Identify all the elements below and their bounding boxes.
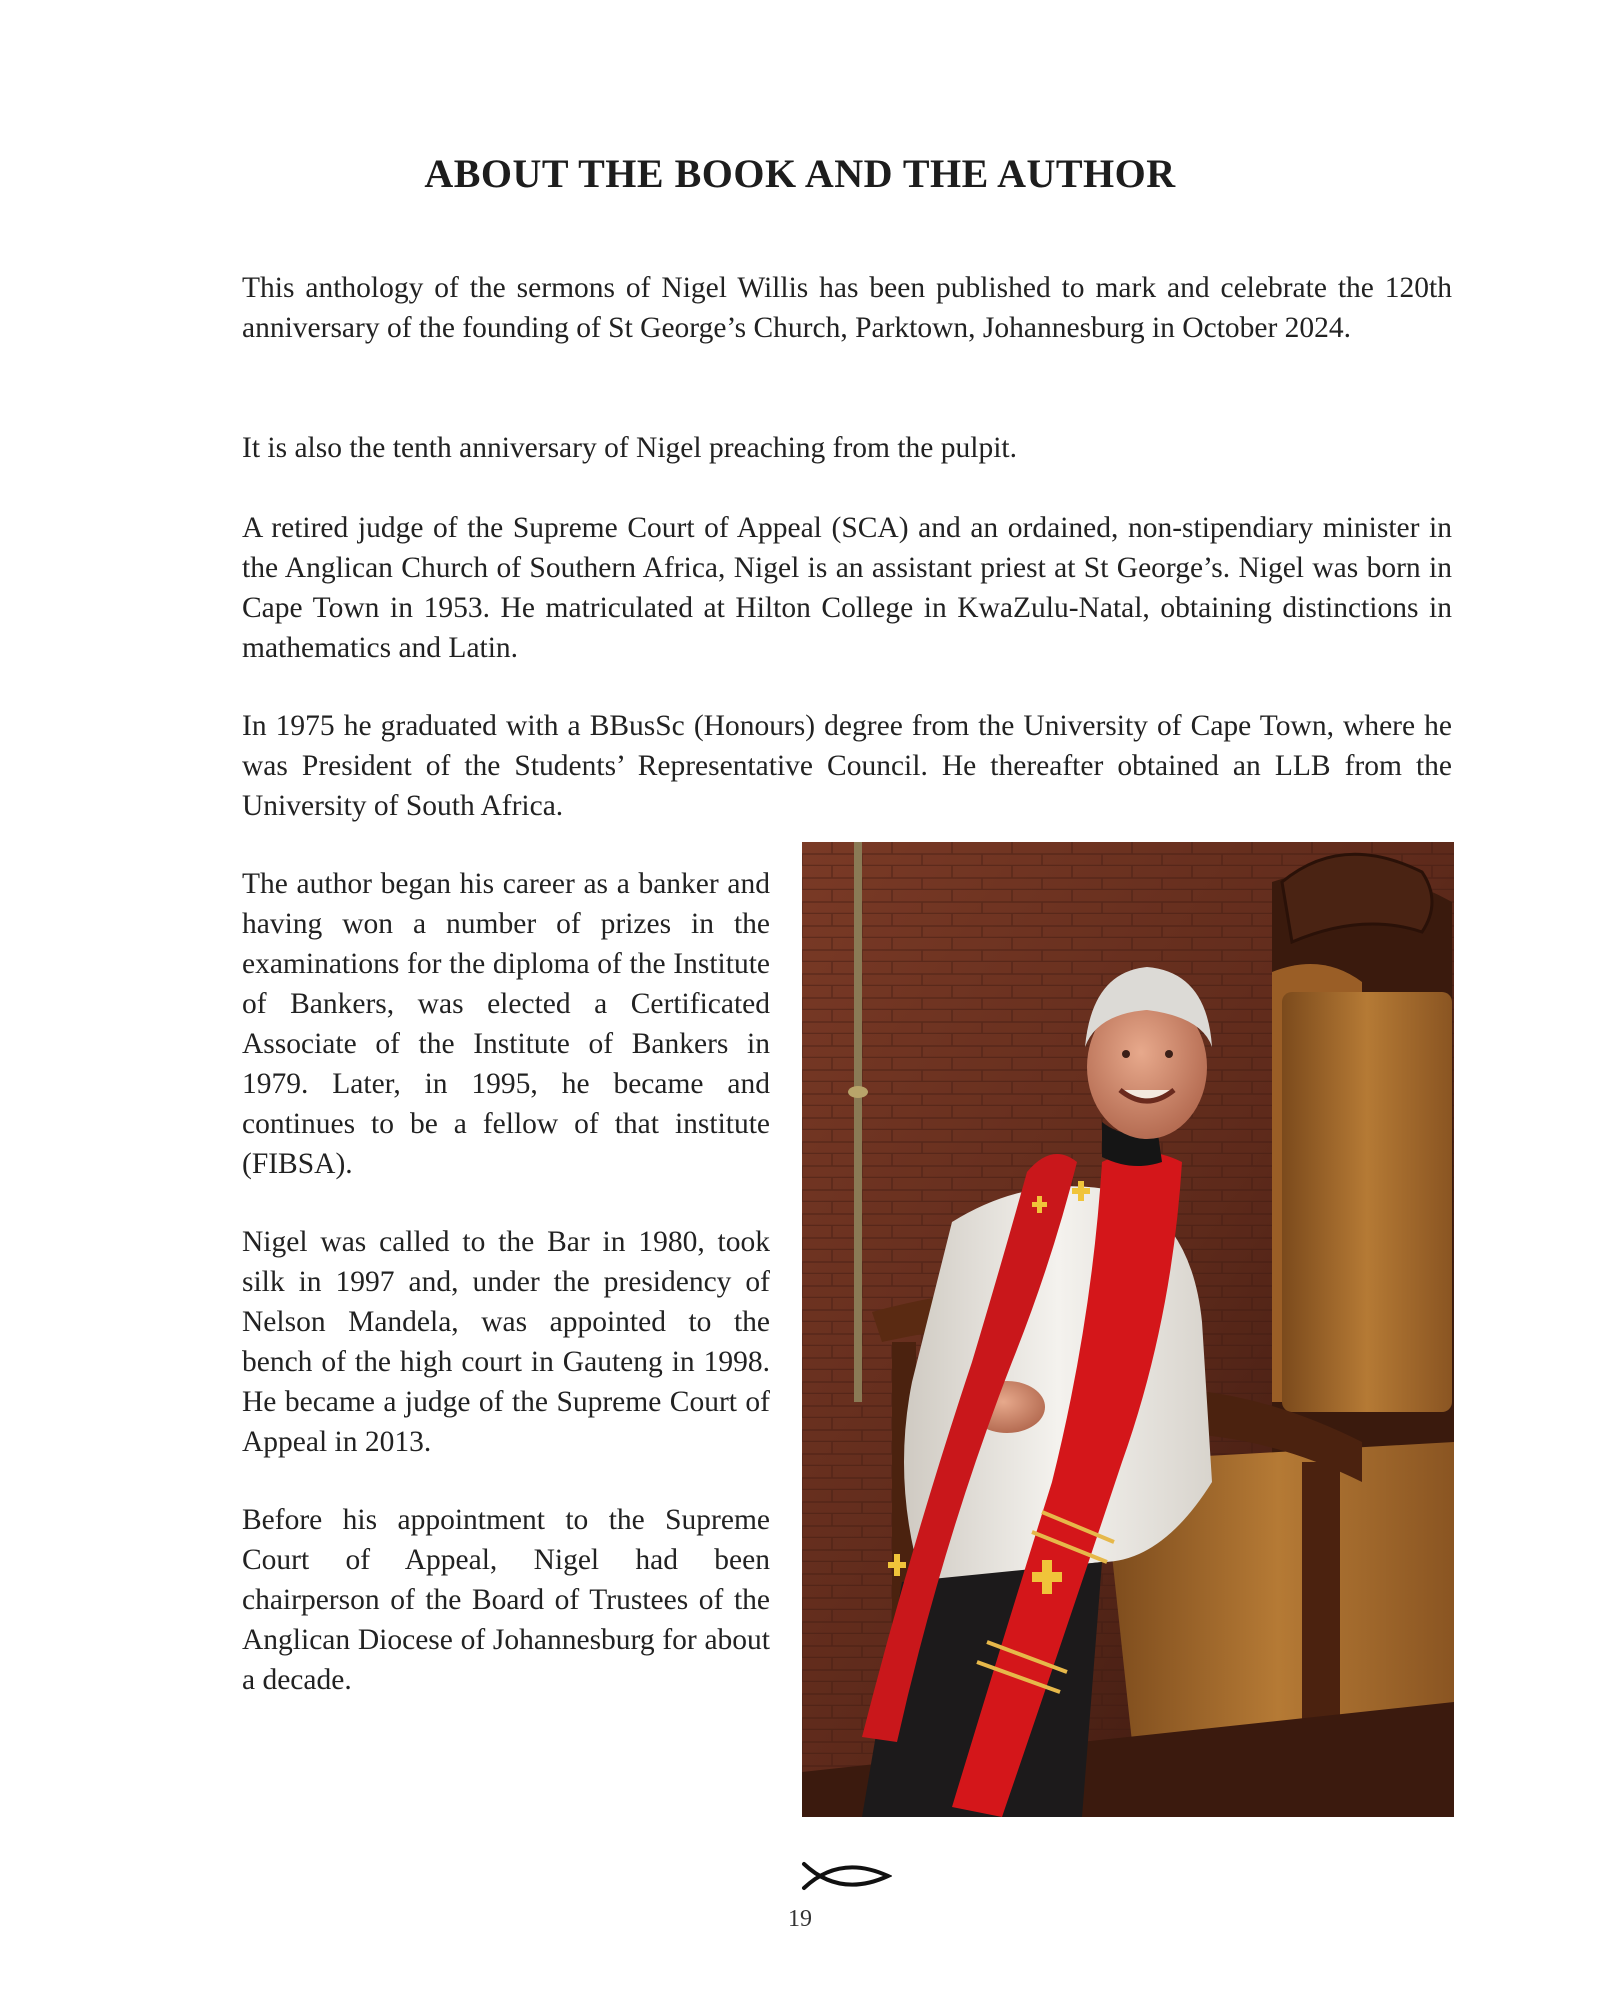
- author-photo: [802, 842, 1454, 1817]
- ichthys-fish-icon: [800, 1858, 892, 1894]
- diocese-paragraph: Before his appointment to the Supreme Court of Appeal, Nigel had been chairperson of the Board of Trustees of the Anglican Diocese of Johannesburg for about a decade.: [242, 1504, 770, 1696]
- education-paragraph: In 1975 he graduated with a BBusSc (Honours) degree from the University of Cape Town, where he was President of the Students’ Representative Council. He thereafter obtained an LLB from the University of South Africa.: [242, 710, 1452, 822]
- page-number: 19: [788, 1906, 812, 1932]
- intro-paragraph: This anthology of the sermons of Nigel Willis has been published to mark and celebrate the 120th anniversary of the founding of St George’s Church, Parktown, Johannesburg in October 2024.: [242, 272, 1452, 344]
- page-title: ABOUT THE BOOK AND THE AUTHOR: [424, 151, 1176, 196]
- banking-career-paragraph: The author began his career as a banker and having won a number of prizes in the examinations for the diploma of the Institute of Bankers, was elected a Certificated Associate of the Institute of Bankers in 1979. Later, in 1995, he became and continues to be a fellow of that institute (FIBSA).: [242, 868, 770, 1180]
- biography-paragraph: A retired judge of the Supreme Court of Appeal (SCA) and an ordained, non-stipendiary minister in the Anglican Church of Southern Africa, Nigel is an assistant priest at St George’s. Nigel was born in Cape Town in 1953. He matriculated at Hilton College in KwaZulu-Natal, obtaining distinctions in mathematics and Latin.: [242, 512, 1452, 664]
- anniversary-paragraph: It is also the tenth anniversary of Nigel preaching from the pulpit.: [242, 432, 1017, 464]
- legal-career-paragraph: Nigel was called to the Bar in 1980, took silk in 1997 and, under the presidency of Nelson Mandela, was appointed to the bench of the high court in Gauteng in 1998. He became a judge of the Supreme Court of Appeal in 2013.: [242, 1226, 770, 1458]
